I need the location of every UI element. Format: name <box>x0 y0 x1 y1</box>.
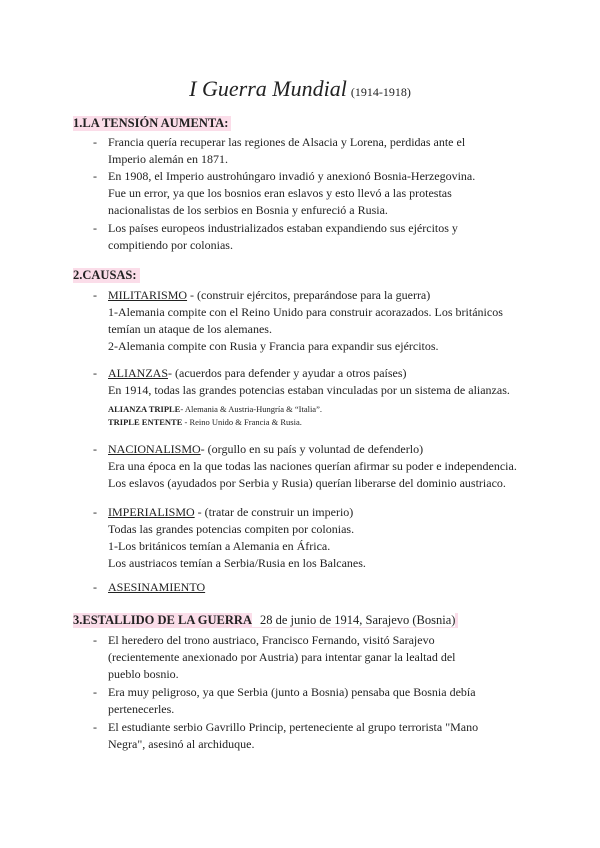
triple-alianza-label: ALIANZA TRIPLE <box>108 404 181 414</box>
nacionalismo-line: Los eslavos (ayudados por Serbia y Rusia) querían liberarse del dominio austriaco. <box>108 476 506 490</box>
imperialismo-line: Los austriacos temían a Serbia/Rusia en los Balcanes. <box>108 556 366 570</box>
bullet: - <box>93 288 97 302</box>
bullet: - <box>93 633 97 647</box>
alianzas-line: En 1914, todas las grandes potencias estaban vinculadas por un sistema de alianzas. <box>108 383 510 397</box>
s3-line: (recientemente anexionado por Austria) para intentar ganar la lealtad del <box>108 650 456 664</box>
militarismo-line: temían un ataque de los alemanes. <box>108 322 272 336</box>
triple-entente-desc: - Reino Unido & Francia & Rusia. <box>182 417 302 427</box>
triple-alianza <box>108 403 528 416</box>
s1-line: Francia quería recuperar las regiones de Alsacia y Lorena, perdidas ante el <box>108 135 466 149</box>
s1-line: nacionalistas de los serbios en Bosnia y enfureció a Rusia. <box>108 203 388 217</box>
imperialismo-line: 1-Los británicos temían a Alemania en África. <box>108 539 331 553</box>
section-2-heading: 2.CAUSAS: <box>73 268 140 283</box>
bullet: - <box>93 366 97 380</box>
triple-alianza-desc: - Alemania & Austria-Hungría & “Italia”. <box>180 404 322 414</box>
s1-line: compitiendo por colonias. <box>108 238 233 252</box>
triple-entente-label: TRIPLE ENTENTE <box>108 417 183 427</box>
asesinamiento-item <box>108 579 528 596</box>
imperialismo-label: IMPERIALISMO <box>108 505 195 519</box>
imperialismo-item <box>108 504 528 521</box>
alianzas-desc: - (acuerdos para defender y ayudar a otros países) <box>168 366 407 380</box>
alianzas-item <box>108 365 528 382</box>
nacionalismo-label: NACIONALISMO <box>108 442 201 456</box>
title-main: I Guerra Mundial <box>189 76 347 101</box>
s1-line: En 1908, el Imperio austrohúngaro invadió y anexionó Bosnia-Herzegovina. <box>108 169 476 183</box>
militarismo-desc: - (construir ejércitos, preparándose para la guerra) <box>187 288 431 302</box>
s3-line: Negra", asesinó al archiduque. <box>108 737 255 751</box>
section-3-heading <box>73 613 458 628</box>
imperialismo-line: Todas las grandes potencias compiten por colonias. <box>108 522 355 536</box>
s3-line: El estudiante serbio Gavrillo Princip, perteneciente al grupo terrorista "Mano <box>108 720 479 734</box>
s3-line: Era muy peligroso, ya que Serbia (junto a Bosnia) pensaba que Bosnia debía <box>108 685 476 699</box>
title-years: (1914-1918) <box>350 85 411 99</box>
s1-line: Fue un error, ya que los bosnios eran eslavos y esto llevó a las protestas <box>108 186 452 200</box>
section-3-date: 28 de junio de 1914, Sarajevo (Bosnia) <box>252 613 455 627</box>
militarismo-label: MILITARISMO <box>108 288 188 302</box>
s1-line: Imperio alemán en 1871. <box>108 152 228 166</box>
section-1-heading: 1.LA TENSIÓN AUMENTA: <box>73 116 231 131</box>
alianzas-label: ALIANZAS <box>108 366 168 380</box>
section-3-title: 3.ESTALLIDO DE LA GUERRA <box>73 613 252 627</box>
s3-line: pueblo bosnio. <box>108 667 179 681</box>
bullet: - <box>93 221 97 235</box>
bullet: - <box>93 442 97 456</box>
nacionalismo-desc: - (orgullo en su país y voluntad de defenderlo) <box>200 442 424 456</box>
asesinamiento-label: ASESINAMIENTO <box>108 580 206 594</box>
nacionalismo-line: Era una época en la que todas las naciones querían afirmar su poder e independencia. <box>108 459 517 473</box>
imperialismo-desc: - (tratar de construir un imperio) <box>194 505 354 519</box>
bullet: - <box>93 720 97 734</box>
bullet: - <box>93 135 97 149</box>
militarismo-line: 1-Alemania compite con el Reino Unido para construir acorazados. Los británicos <box>108 305 503 319</box>
s3-line: pertenecerles. <box>108 702 175 716</box>
bullet: - <box>93 685 97 699</box>
bullet: - <box>93 505 97 519</box>
triple-entente <box>108 416 528 429</box>
page-title <box>0 76 600 102</box>
nacionalismo-item <box>108 441 528 458</box>
bullet: - <box>93 580 97 594</box>
militarismo-item <box>108 287 528 304</box>
s3-line: El heredero del trono austriaco, Francisco Fernando, visitó Sarajevo <box>108 633 435 647</box>
s1-line: Los países europeos industrializados estaban expandiendo sus ejércitos y <box>108 221 458 235</box>
bullet: - <box>93 169 97 183</box>
militarismo-line: 2-Alemania compite con Rusia y Francia para expandir sus ejércitos. <box>108 339 439 353</box>
